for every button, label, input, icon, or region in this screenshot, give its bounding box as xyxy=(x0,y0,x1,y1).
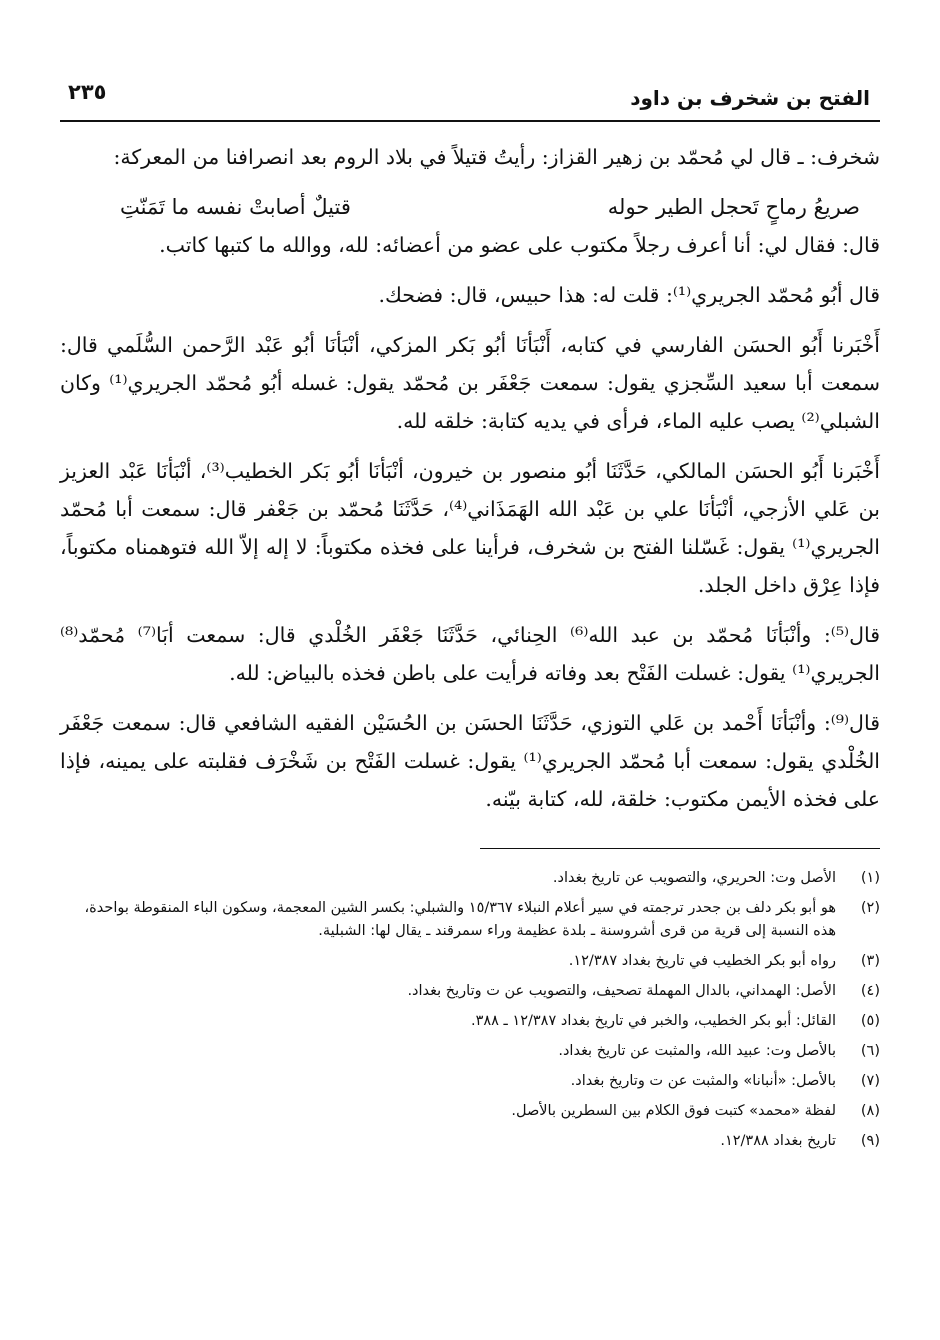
paragraph: شخرف: ـ قال لي مُحمّد بن زهير القزاز: رأيتُ قتيلاً في بلاد الروم بعد انصرافنا من المعركة: xyxy=(113,145,880,169)
page-header xyxy=(60,70,880,114)
footnote-text: تاريخ بغداد ١٢/٣٨٨. xyxy=(720,1133,836,1149)
paragraph: أَخْبَرنا أَبُو الحسَن المالكي، حَدَّثَنَا أبُو منصور بن خيرون، أنْبَأنَا أبُو بَكر الخطيب⁽³⁾، أنْبَأنَا عَبْد العزيز بن عَلي الأزجي، أنْبَأنَا علي بن عَبْد الله الهَمَذَاني⁽⁴⁾، حَدَّثَنَا مُحمّد بن جَعْفر قال: سمعت أبا مُحمّد الجريري⁽¹⁾ يقول: غَسّلنا الفتح بن شخرف، فرأينا على فخذه مكتوباً: لا إله إلاّ الله فتوهمناه مكتوباً، فإذا عِرْق داخل الجلد. xyxy=(60,459,880,597)
paragraph: أَخْبَرنا أَبُو الحسَن الفارسي في كتابه، أَنْبَأنَا أبُو بَكر المزكي، أنْبَأنَا أبُو عَبْد الرَّحمن السُّلَمي قال: سمعت أبا سعيد السِّجزي يقول: سمعت جَعْفَر بن مُحمّد يقول: غسله أبُو مُحمّد الجريري⁽¹⁾ وكان الشبلي⁽²⁾ يصب عليه الماء، فرأى في يديه كتابة: خلقه لله. xyxy=(60,333,880,433)
footnote xyxy=(60,1010,880,1033)
running-title: الفتح بن شخرف بن داود xyxy=(630,86,870,110)
footnote xyxy=(60,867,880,890)
paragraph: قال أبُو مُحمّد الجريري⁽¹⁾: قلت له: هذا حبيس، قال: فضحك. xyxy=(378,283,880,307)
footnote-text: لفظة «محمد» كتبت فوق الكلام بين السطرين بالأصل. xyxy=(511,1103,836,1119)
verse-hemistich-second: قتيلٌ أصابتْ نفسه ما تَمَنّتِ xyxy=(120,195,351,219)
footnote-text: رواه أبو بكر الخطيب في تاريخ بغداد ١٢/٣٨٧. xyxy=(568,953,836,969)
footnote-number: (٩) xyxy=(860,1133,880,1149)
paragraph: قال: فقال لي: أنا أعرف رجلاً مكتوب على عضو من أعضائه: لله، ووالله ما كتبها كاتب. xyxy=(159,233,880,257)
footnote-number: (٦) xyxy=(860,1043,880,1059)
footnote-text: الأصل وت: الحريري، والتصويب عن تاريخ بغداد. xyxy=(552,870,836,886)
footnote-text: هو أبو بكر دلف بن جحدر ترجمته في سير أعلام النبلاء ١٥/٣٦٧ والشبلي: بكسر الشين المعجمة، وسكون الباء المنقوطة بواحدة، هذه النسبة إلى قرية من قرى أشروسنة ـ بلدة عظيمة وراء سمرقند ـ يقال لها: الشبلية. xyxy=(84,900,836,939)
footnote xyxy=(60,897,880,943)
paragraph: قال⁽⁵⁾: وأنْبَأنَا مُحمّد بن عبد الله⁽⁶⁾ الحِنائي، حَدَّثَنَا جَعْفَر الخُلْدي قال: سمعت أبَا⁽⁷⁾ مُحمّد⁽⁸⁾ الجريري⁽¹⁾ يقول: غسلت الفَتْح بعد وفاته فرأيت على باطن فخذه بالبياض: لله. xyxy=(60,623,881,685)
footnote-text: بالأصل: «أنبانا» والمثبت عن ت وتاريخ بغداد. xyxy=(570,1073,836,1089)
footnotes xyxy=(60,867,880,1153)
footnote xyxy=(60,980,880,1003)
footnote-rule xyxy=(480,848,880,849)
footnote-text: الأصل: الهمداني، بالدال المهملة تصحيف، والتصويب عن ت وتاريخ بغداد. xyxy=(407,983,836,999)
footnote xyxy=(60,1130,880,1153)
footnote-number: (٤) xyxy=(860,983,880,999)
header-rule xyxy=(60,120,880,122)
footnote-number: (٢) xyxy=(860,900,880,916)
footnote-text: القائل: أبو بكر الخطيب، والخبر في تاريخ بغداد ١٢/٣٨٧ ـ ٣٨٨. xyxy=(470,1013,836,1029)
page-number: ٢٣٥ xyxy=(68,80,107,104)
footnote xyxy=(60,1070,880,1093)
footnote-number: (٧) xyxy=(860,1073,880,1089)
verse xyxy=(120,188,860,226)
book-page xyxy=(60,70,880,1160)
main-text xyxy=(60,138,880,818)
footnote-text: بالأصل وت: عبيد الله، والمثبت عن تاريخ بغداد. xyxy=(558,1043,836,1059)
paragraph: قال⁽⁹⁾: وأنْبَأنَا أَحْمد بن عَلي التوزي، حَدَّثَنَا الحسَن بن الحُسَيْن الفقيه الشافعي قال: سمعت جَعْفَر الخُلْدي يقول: سمعت أبا مُحمّد الجريري⁽¹⁾ يقول: غسلت الفَتْح بن شَخْرَف فقلبته على يمينه، فإذا على فخذه الأيمن مكتوب: خلقة، لله، كتابة بيّنه. xyxy=(60,711,881,811)
footnote xyxy=(60,1040,880,1063)
footnote-number: (١) xyxy=(860,870,880,886)
footnote xyxy=(60,950,880,973)
verse-hemistich-first: صريعُ رماحٍ تَحجل الطير حوله xyxy=(607,195,860,219)
footnote-number: (٣) xyxy=(860,953,880,969)
footnote xyxy=(60,1100,880,1123)
footnote-number: (٨) xyxy=(860,1103,880,1119)
footnote-number: (٥) xyxy=(860,1013,880,1029)
